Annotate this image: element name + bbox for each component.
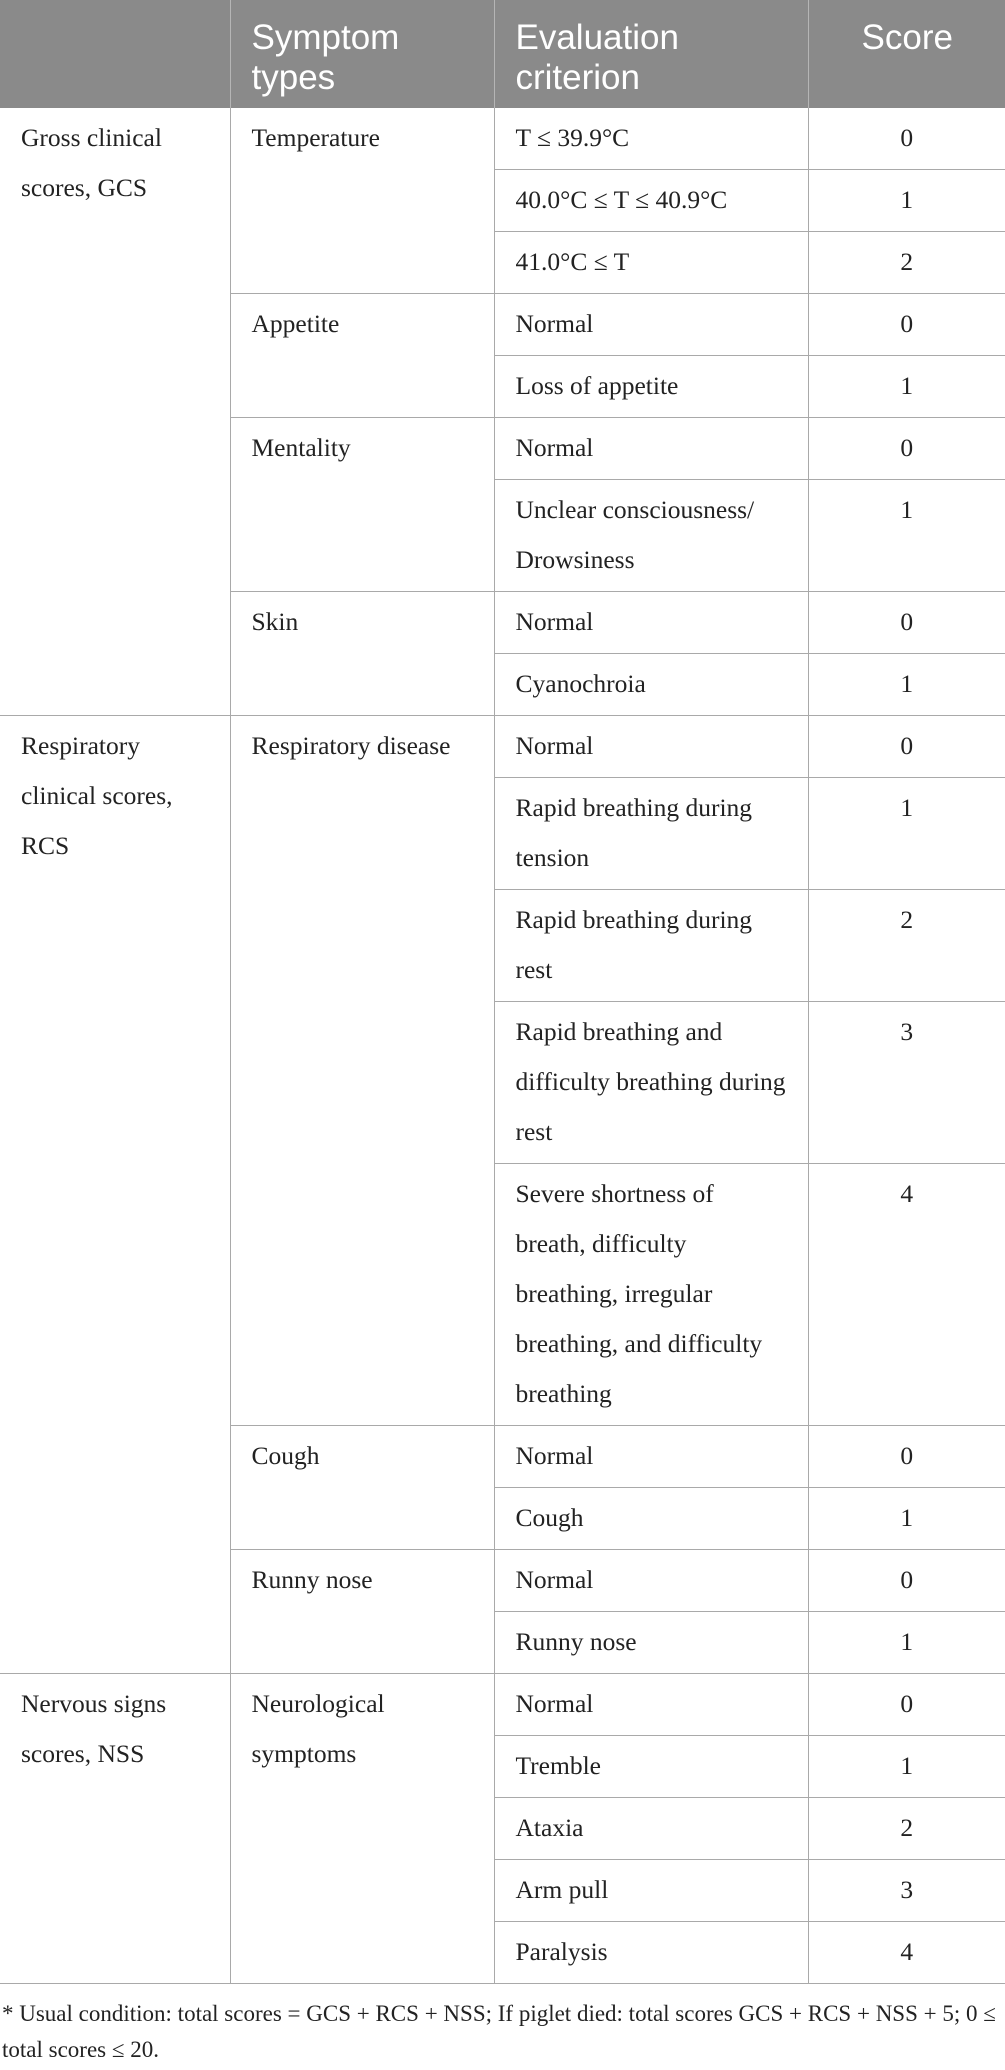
- score-cell: 1: [808, 778, 1005, 890]
- table-row: [0, 1674, 1005, 1736]
- score-cell: 0: [808, 1426, 1005, 1488]
- criterion-cell: Cyanochroia: [494, 654, 808, 716]
- score-cell: 2: [808, 232, 1005, 294]
- criterion-cell: Rapid breathing during rest: [494, 890, 808, 1002]
- category-cell: Gross clinical scores, GCS: [0, 108, 230, 716]
- symptom-cell: Temperature: [230, 108, 494, 294]
- table-body: [0, 108, 1005, 1984]
- table-footnote: * Usual condition: total scores = GCS + RCS + NSS; If piglet died: total scores GCS + RCS + NSS + 5; 0 ≤ total scores ≤ 20.: [2, 2001, 996, 2062]
- score-cell: 0: [808, 592, 1005, 654]
- score-cell: 1: [808, 356, 1005, 418]
- header-score: Score: [808, 0, 1005, 108]
- score-cell: 0: [808, 1674, 1005, 1736]
- category-cell: Respiratory clinical scores, RCS: [0, 716, 230, 1674]
- criterion-cell: Normal: [494, 418, 808, 480]
- criterion-cell: Normal: [494, 1550, 808, 1612]
- symptom-cell: Runny nose: [230, 1550, 494, 1674]
- header-row: [0, 0, 1005, 108]
- score-cell: 1: [808, 480, 1005, 592]
- header-evaluation-criterion: Evaluation criterion: [494, 0, 808, 108]
- criterion-cell: Cough: [494, 1488, 808, 1550]
- criterion-cell: 41.0°C ≤ T: [494, 232, 808, 294]
- criterion-cell: Normal: [494, 716, 808, 778]
- category-cell: Nervous signs scores, NSS: [0, 1674, 230, 1984]
- criterion-cell: Rapid breathing and difficulty breathing during rest: [494, 1002, 808, 1164]
- score-cell: 1: [808, 654, 1005, 716]
- score-cell: 1: [808, 1736, 1005, 1798]
- criterion-cell: Ataxia: [494, 1798, 808, 1860]
- score-cell: 0: [808, 1550, 1005, 1612]
- criterion-cell: Loss of appetite: [494, 356, 808, 418]
- criterion-cell: Normal: [494, 592, 808, 654]
- score-cell: 4: [808, 1164, 1005, 1426]
- header-symptom-types: Symptom types: [230, 0, 494, 108]
- symptom-cell: Skin: [230, 592, 494, 716]
- criterion-cell: Normal: [494, 294, 808, 356]
- criterion-cell: Severe shortness of breath, difficulty breathing, irregular breathing, and difficulty breathing: [494, 1164, 808, 1426]
- symptom-cell: Neurological symptoms: [230, 1674, 494, 1984]
- score-cell: 0: [808, 716, 1005, 778]
- criterion-cell: Normal: [494, 1674, 808, 1736]
- symptom-cell: Appetite: [230, 294, 494, 418]
- score-cell: 1: [808, 1612, 1005, 1674]
- criterion-cell: Normal: [494, 1426, 808, 1488]
- criterion-cell: Arm pull: [494, 1860, 808, 1922]
- score-cell: 2: [808, 1798, 1005, 1860]
- score-cell: 0: [808, 418, 1005, 480]
- score-cell: 2: [808, 890, 1005, 1002]
- criterion-cell: Runny nose: [494, 1612, 808, 1674]
- criterion-cell: Tremble: [494, 1736, 808, 1798]
- criterion-cell: T ≤ 39.9°C: [494, 108, 808, 170]
- score-cell: 1: [808, 170, 1005, 232]
- header-category: [0, 0, 230, 108]
- score-cell: 4: [808, 1922, 1005, 1984]
- table-row: [0, 716, 1005, 778]
- table-row: [0, 108, 1005, 170]
- score-cell: 3: [808, 1002, 1005, 1164]
- symptom-cell: Respiratory disease: [230, 716, 494, 1426]
- criterion-cell: Unclear consciousness/ Drowsiness: [494, 480, 808, 592]
- score-cell: 3: [808, 1860, 1005, 1922]
- criterion-cell: 40.0°C ≤ T ≤ 40.9°C: [494, 170, 808, 232]
- score-cell: 0: [808, 108, 1005, 170]
- criterion-cell: Rapid breathing during tension: [494, 778, 808, 890]
- score-cell: 0: [808, 294, 1005, 356]
- criterion-cell: Paralysis: [494, 1922, 808, 1984]
- table-header: [0, 0, 1005, 108]
- score-cell: 1: [808, 1488, 1005, 1550]
- symptom-cell: Mentality: [230, 418, 494, 592]
- symptom-cell: Cough: [230, 1426, 494, 1550]
